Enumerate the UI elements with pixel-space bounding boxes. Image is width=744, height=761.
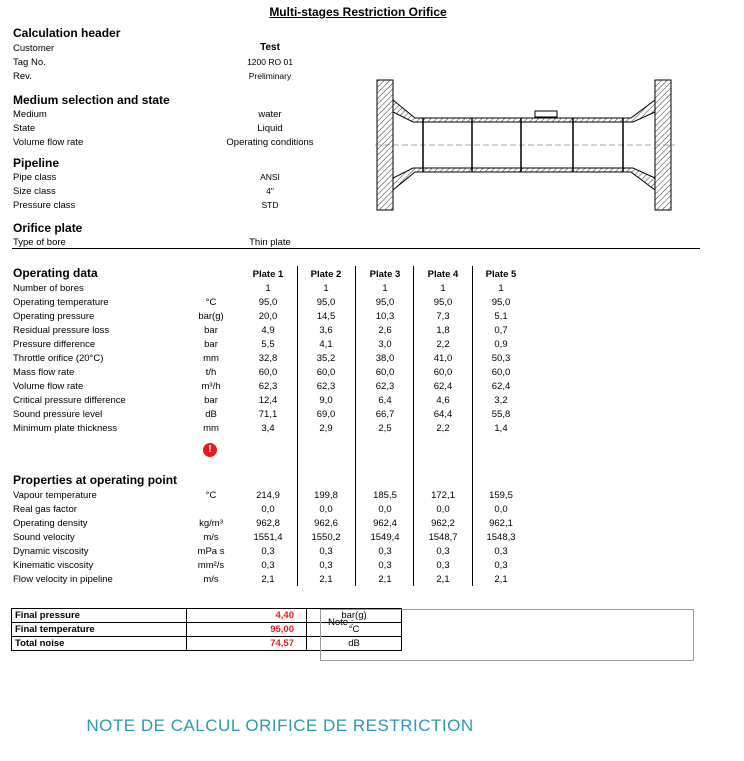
operating-row-unit: bar(g) <box>198 311 224 322</box>
operating-cell-plate-5: 0,9 <box>494 339 508 350</box>
property-row-label: Sound velocity <box>13 532 75 543</box>
final-pressure-unit: bar(g) <box>307 609 402 623</box>
property-cell-plate-3: 185,5 <box>373 490 397 501</box>
operating-row-label: Residual pressure loss <box>13 325 110 336</box>
operating-row-label: Number of bores <box>13 283 84 294</box>
operating-cell-plate-4: 2,2 <box>436 423 450 434</box>
bore-type-value: Thin plate <box>249 237 291 248</box>
plate-header-4: Plate 4 <box>427 269 459 280</box>
operating-cell-plate-3: 2,5 <box>378 423 392 434</box>
size-class-label: Size class <box>13 186 56 197</box>
operating-cell-plate-5: 1 <box>498 283 504 294</box>
medium-value: water <box>258 109 282 120</box>
property-cell-plate-2: 0,3 <box>319 560 333 571</box>
plate-header-1: Plate 1 <box>252 269 284 280</box>
operating-cell-plate-3: 62,3 <box>375 381 395 392</box>
operating-cell-plate-4: 2,2 <box>436 339 450 350</box>
property-cell-plate-1: 0,3 <box>261 560 275 571</box>
operating-cell-plate-4: 4,6 <box>436 395 450 406</box>
property-row-label: Dynamic viscosity <box>13 546 89 557</box>
operating-cell-plate-1: 62,3 <box>258 381 278 392</box>
operating-cell-plate-3: 95,0 <box>375 297 395 308</box>
operating-cell-plate-4: 7,3 <box>436 311 450 322</box>
rev-value: Preliminary <box>248 71 292 81</box>
operating-cell-plate-5: 62,4 <box>491 381 511 392</box>
operating-row-label: Mass flow rate <box>13 367 75 378</box>
operating-cell-plate-3: 3,0 <box>378 339 392 350</box>
property-cell-plate-2: 2,1 <box>319 574 333 585</box>
footer-caption: NOTE DE CALCUL ORIFICE DE RESTRICTION <box>86 716 474 735</box>
property-row-unit: °C <box>205 490 217 501</box>
operating-cell-plate-5: 1,4 <box>494 423 508 434</box>
property-cell-plate-2: 962,6 <box>314 518 338 529</box>
operating-cell-plate-1: 1 <box>265 283 271 294</box>
property-cell-plate-3: 962,4 <box>373 518 397 529</box>
operating-row-unit: bar <box>204 395 218 406</box>
tag-value: 1200 RO 01 <box>247 57 293 67</box>
operating-cell-plate-3: 60,0 <box>375 367 395 378</box>
operating-cell-plate-1: 95,0 <box>258 297 278 308</box>
property-row-label: Flow velocity in pipeline <box>13 574 113 585</box>
operating-cell-plate-4: 41,0 <box>433 353 453 364</box>
orifice-assembly-diagram <box>375 78 675 218</box>
operating-cell-plate-3: 1 <box>382 283 388 294</box>
property-cell-plate-1: 0,3 <box>261 546 275 557</box>
operating-cell-plate-5: 50,3 <box>491 353 511 364</box>
operating-cell-plate-2: 60,0 <box>316 367 336 378</box>
operating-cell-plate-4: 1,8 <box>436 325 450 336</box>
total-noise-unit: dB <box>307 637 402 651</box>
operating-cell-plate-1: 60,0 <box>258 367 278 378</box>
operating-row-unit: °C <box>205 297 217 308</box>
section-properties: Properties at operating point <box>13 473 178 487</box>
operating-cell-plate-4: 95,0 <box>433 297 453 308</box>
operating-cell-plate-5: 60,0 <box>491 367 511 378</box>
final-pressure-label: Final pressure <box>12 609 187 623</box>
property-row-unit: m/s <box>203 532 219 543</box>
property-cell-plate-1: 962,8 <box>256 518 280 529</box>
final-temperature-value: 95,00 <box>187 623 307 637</box>
operating-cell-plate-2: 9,0 <box>319 395 333 406</box>
operating-cell-plate-2: 2,9 <box>319 423 333 434</box>
bore-type-label: Type of bore <box>13 237 66 248</box>
property-row-unit: m/s <box>203 574 219 585</box>
operating-cell-plate-4: 62,4 <box>433 381 453 392</box>
tag-label: Tag No. <box>13 57 46 68</box>
customer-label: Customer <box>13 43 55 54</box>
operating-cell-plate-5: 0,7 <box>494 325 508 336</box>
section-orifice-plate: Orifice plate <box>13 221 83 235</box>
operating-cell-plate-4: 64,4 <box>433 409 453 420</box>
property-cell-plate-4: 2,1 <box>436 574 450 585</box>
operating-cell-plate-5: 3,2 <box>494 395 508 406</box>
section-medium: Medium selection and state <box>13 93 170 107</box>
operating-cell-plate-2: 14,5 <box>316 311 336 322</box>
customer-value: Test <box>260 42 280 53</box>
property-cell-plate-5: 0,3 <box>494 560 508 571</box>
warning-icon: ! <box>203 443 217 457</box>
operating-row-unit: bar <box>204 325 218 336</box>
property-cell-plate-2: 199,8 <box>314 490 338 501</box>
operating-cell-plate-5: 95,0 <box>491 297 511 308</box>
property-cell-plate-2: 0,3 <box>319 546 333 557</box>
operating-cell-plate-5: 55,8 <box>491 409 511 420</box>
operating-row-unit: t/h <box>205 367 217 378</box>
total-noise-value: 74,57 <box>187 637 307 651</box>
operating-cell-plate-3: 38,0 <box>375 353 395 364</box>
pressure-class-label: Pressure class <box>13 200 76 211</box>
final-pressure-value: 4,40 <box>187 609 307 623</box>
operating-cell-plate-2: 3,6 <box>319 325 333 336</box>
pipe-class-value: ANSI <box>260 172 280 182</box>
operating-cell-plate-1: 32,8 <box>258 353 278 364</box>
section-pipeline: Pipeline <box>13 156 60 170</box>
plate-header-3: Plate 3 <box>369 269 401 280</box>
operating-cell-plate-2: 62,3 <box>316 381 336 392</box>
operating-cell-plate-2: 1 <box>323 283 329 294</box>
property-cell-plate-5: 1548,3 <box>486 532 516 543</box>
orifice-divider <box>12 248 700 249</box>
rev-label: Rev. <box>13 71 32 82</box>
operating-cell-plate-3: 6,4 <box>378 395 392 406</box>
pressure-class-value: STD <box>261 200 279 210</box>
property-cell-plate-3: 0,3 <box>378 546 392 557</box>
operating-row-label: Sound pressure level <box>13 409 103 420</box>
operating-row-unit: dB <box>205 409 217 420</box>
property-row-label: Vapour temperature <box>13 490 97 501</box>
operating-cell-plate-4: 1 <box>440 283 446 294</box>
section-operating-data: Operating data <box>13 266 98 280</box>
operating-cell-plate-3: 66,7 <box>375 409 395 420</box>
state-label: State <box>13 123 36 134</box>
operating-cell-plate-2: 69,0 <box>316 409 336 420</box>
operating-cell-plate-1: 71,1 <box>258 409 278 420</box>
page-title: Multi-stages Restriction Orifice <box>269 5 447 19</box>
operating-row-label: Pressure difference <box>13 339 96 350</box>
property-cell-plate-1: 214,9 <box>256 490 280 501</box>
operating-row-label: Minimum plate thickness <box>13 423 118 434</box>
note-box[interactable] <box>320 609 694 661</box>
property-cell-plate-4: 0,3 <box>436 560 450 571</box>
property-cell-plate-5: 962,1 <box>489 518 513 529</box>
final-temperature-unit: °C <box>307 623 402 637</box>
operating-cell-plate-5: 5,1 <box>494 311 508 322</box>
property-row-label: Real gas factor <box>13 504 77 515</box>
property-cell-plate-3: 1549,4 <box>370 532 400 543</box>
property-cell-plate-2: 1550,2 <box>311 532 341 543</box>
operating-cell-plate-1: 20,0 <box>258 311 278 322</box>
operating-row-unit: m³/h <box>201 381 221 392</box>
pressure-tap <box>535 111 557 117</box>
operating-cell-plate-4: 60,0 <box>433 367 453 378</box>
operating-row-label: Operating pressure <box>13 311 95 322</box>
operating-cell-plate-1: 5,5 <box>261 339 275 350</box>
property-cell-plate-4: 962,2 <box>431 518 455 529</box>
property-cell-plate-1: 2,1 <box>261 574 275 585</box>
top-pipe-wall <box>393 100 655 122</box>
operating-row-label: Throttle orifice (20°C) <box>13 353 104 364</box>
property-cell-plate-4: 0,3 <box>436 546 450 557</box>
plate-header-2: Plate 2 <box>310 269 342 280</box>
property-cell-plate-3: 0,0 <box>378 504 392 515</box>
total-noise-label: Total noise <box>12 637 187 651</box>
plate-header-5: Plate 5 <box>485 269 517 280</box>
final-temperature-label: Final temperature <box>12 623 187 637</box>
property-row-unit: mm²/s <box>197 560 225 571</box>
property-cell-plate-4: 1548,7 <box>428 532 458 543</box>
state-value: Liquid <box>257 123 283 134</box>
property-row-unit: kg/m³ <box>199 518 223 529</box>
operating-row-label: Critical pressure difference <box>13 395 126 406</box>
operating-cell-plate-2: 4,1 <box>319 339 333 350</box>
operating-row-unit: mm <box>203 353 219 364</box>
operating-row-unit: mm <box>203 423 219 434</box>
property-row-label: Kinematic viscosity <box>13 560 94 571</box>
section-calculation-header: Calculation header <box>13 26 121 40</box>
operating-cell-plate-1: 4,9 <box>261 325 275 336</box>
pipe-class-label: Pipe class <box>13 172 57 183</box>
operating-cell-plate-1: 3,4 <box>261 423 275 434</box>
property-cell-plate-5: 0,3 <box>494 546 508 557</box>
operating-cell-plate-2: 35,2 <box>316 353 336 364</box>
medium-label: Medium <box>13 109 47 120</box>
property-cell-plate-2: 0,0 <box>319 504 333 515</box>
property-cell-plate-1: 0,0 <box>261 504 275 515</box>
operating-cell-plate-3: 2,6 <box>378 325 392 336</box>
property-cell-plate-5: 2,1 <box>494 574 508 585</box>
property-cell-plate-1: 1551,4 <box>253 532 283 543</box>
property-row-label: Operating density <box>13 518 88 529</box>
property-cell-plate-4: 172,1 <box>431 490 455 501</box>
property-cell-plate-5: 159,5 <box>489 490 513 501</box>
flow-value: Operating conditions <box>226 137 314 148</box>
property-cell-plate-3: 0,3 <box>378 560 392 571</box>
bottom-pipe-wall <box>393 168 655 190</box>
operating-cell-plate-1: 12,4 <box>258 395 278 406</box>
property-row-unit: mPa s <box>197 546 225 557</box>
flow-label: Volume flow rate <box>13 137 84 148</box>
operating-row-unit: bar <box>204 339 218 350</box>
size-class-value: 4" <box>266 186 274 196</box>
operating-cell-plate-3: 10,3 <box>375 311 395 322</box>
property-cell-plate-4: 0,0 <box>436 504 450 515</box>
note-label: Note : <box>328 617 354 628</box>
operating-cell-plate-2: 95,0 <box>316 297 336 308</box>
operating-row-label: Volume flow rate <box>13 381 84 392</box>
operating-row-label: Operating temperature <box>13 297 109 308</box>
property-cell-plate-5: 0,0 <box>494 504 508 515</box>
property-cell-plate-3: 2,1 <box>378 574 392 585</box>
